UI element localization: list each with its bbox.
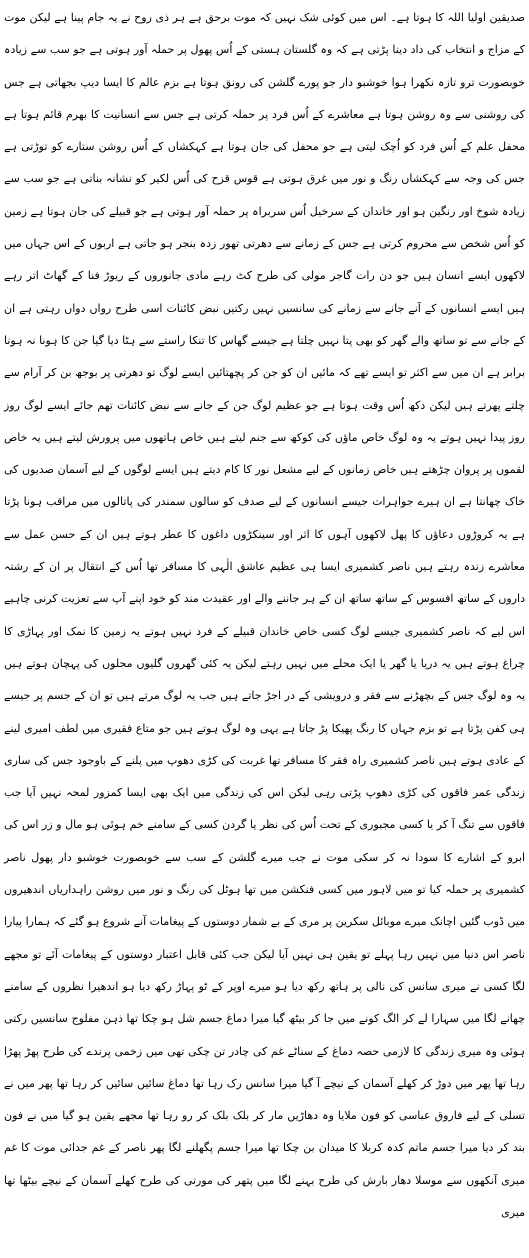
article-body-text: صدیقین اولیا اللہ کا ہوتا ہے۔ اس میں کوئی شک نہیں کہ موت برحق ہے ہر ذی روح نے یہ جام پینا ہے لیکن موت کے مزاج و انتخاب کی داد دینا پڑتی ہے کہ وہ گلستان ہستی کے اُس پھول پر حملہ آور ہوتی ہے جو سب سے زیادہ خوبصورت ترو تازہ نکھرا ہوا خوشبو دار جو پورے گلشن کی رونق ہوتا ہے بزم عالم کا ایسا دیپ بجھاتی ہے جس کی روشنی سے وہ روشن ہوتا ہے معاشرے کے اُس فرد پر حملہ کرتی ہے جس سے انسانیت کا بھرم قائم ہوتا ہے محفل علم کے اُس فرد کو اُچک لیتی ہے جو محفل کی جان ہوتا ہے کہکشاں کے اُس روشن ستارے کو توڑتی ہے جس کی وجہ سے کہکشاں رنگ و نور میں غرق ہوتی ہے قوس قزح کی اُس لکیر کو نشانہ بناتی ہے جو سب سے زیادہ شوخ اور رنگین ہو اور خاندان کے سرخیل اُس سربراہ پر حملہ آور ہوتی ہے جو قبیلے کی جان ہوتا ہے زمین کو اُس شخص سے محروم کرتی ہے جس کے زمانے سے دھرتی تھور زدہ بنجر ہو جاتی ہے اربوں کے اس جہاں میں لاکھوں ایسے انسان ہیں جو دن رات گاجر مولی کی طرح کٹ رہے مادی جانوروں کے ریوڑ فنا کے گھاٹ اتر رہے ہیں ایسے انسانوں کے آنے جانے سے زمانے کی سانسیں نہیں رکتیں نبض کائنات اسی طرح رواں دواں رہتی ہے ان کے جانے سے تو ساتھ والے گھر کو بھی پتا نہیں چلتا ہے جیسے گھاس کا تنکا راستے سے ہٹا دیا گیا جن کا ہونا نہ ہونا برابر ہے ان میں سے اکثر تو ایسے تھے کہ مائیں ان کو جن کر پچھتائیں ایسے لوگ تو دھرتی پر بوجھ بن کر آرام سے چلتے پھرتے ہیں لیکن دکھ اُس وقت ہوتا ہے جو عظیم لوگ جن کے جانے سے نبض کائنات تھم جائے ایسے لوگ روز روز پیدا نہیں ہوتے یہ وہ لوگ خاص ماؤں کی کوکھ سے جنم لیتے ہیں خاص ہاتھوں میں پرورش لیتے ہیں یہ خاص لقموں پر پروان چڑھتے ہیں خاص زمانوں کے لیے مشعل نور کا کام دیتے ہیں ایسے لوگوں کے لیے آسمان صدیوں کی خاک چھانتا ہے ان ہیرے جواہرات جیسے انسانوں کے لیے صدف کو سالوں سمندر کی پاتالوں میں مراقب ہونا پڑتا ہے یہ کروڑوں دعاؤں کا پھل لاکھوں آہوں کا اثر اور سینکڑوں داغوں کا عطر ہوتے ہیں ان کے حسن عمل سے معاشرے زندہ رہتے ہیں ناصر کشمیری ایسا ہی عظیم عاشق الٰہی کا مسافر تھا اُس کے انتقال پر ان کے رشتہ داروں کے ساتھ افسوس کے ساتھ ساتھ ان کے ہر جاننے والے اور عقیدت مند کو خود اپنے آپ سے تعزیت کرنی چاہیے اس لیے کہ ناصر کشمیری جیسے لوگ کسی خاص خاندان قبیلے کے فرد نہیں ہوتے یہ زمین کا نمک اور پہاڑی کا چراغ ہوتے ہیں یہ دریا یا گھر یا ایک محلے میں نہیں رہتے لیکن یہ کئی گھروں گلیوں محلوں کی پہچان ہوتے ہیں یہ وہ لوگ جس کے بچھڑنے سے فقر و درویشی کے در اجڑ جاتے ہیں جب یہ لوگ مرتے ہیں تو ان کے جسم پر جیسے ہی کفن پڑتا ہے تو بزم جہاں کا رنگ پھیکا پڑ جاتا ہے یہی وہ لوگ ہوتے ہیں جو متاع فقیری میں لطف امیری لینے کے عادی ہوتے ہیں ناصر کشمیری راہ فقر کا مسافر تھا غربت کی کڑی دھوپ میں پلنے کے باوجود جس کی ساری زندگی عمر فاقوں کی کڑی دھوپ پڑتی رہی لیکن اس کی زندگی میں ایک بھی ایسا کمزور لمحہ نہیں آیا جب فاقوں سے تنگ آ کر یا کسی مجبوری کے تحت اُس کی نظر یا گردن کسی کے سامنے خم ہوئی ہو مال و زر اس کی ابرو کے اشارے کا سودا نہ کر سکی موت نے جب میرے گلشن کے سب سے خوبصورت خوشبو دار پھول ناصر کشمیری پر حملہ کیا تو میں لاہور میں کسی فنکشن میں تھا ہوٹل کی رنگ و نور میں روشن راہداریاں اندھیروں میں ڈوب گئیں اچانک میرے موبائل سکرین پر مری کے بے شمار دوستوں کے پیغامات آنے شروع ہو گئے کہ ہمارا پیارا ناصر اس دنیا میں نہیں رہا پہلے تو یقین ہی نہیں آیا لیکن جب کئی قابل اعتبار دوستوں کے پیغامات آئے تو مجھے لگا کسی نے میری سانس کی نالی پر ہاتھ رکھ دیا ہو میرے اوپر کے ٹو پہاڑ رکھ دیا ہو اندھیرا نظروں کے سامنے چھانے لگا میں سہارا لے کر الگ کونے میں جا کر بیٹھ گیا میرا دماغ جسم شل ہو چکا تھا ذہن مفلوج سانسیں رکتی ہوئی وہ میری زندگی کا لازمی حصہ دماغ کے سناٹے غم کی چادر تن چکی تھی میں زخمی پرندے کی طرح پھڑ پھڑا رہا تھا پھر میں دوڑ کر کھلے آسمان کے نیچے آ گیا میرا سانس رک رہا تھا دماغ سائیں سائیں کر رہا تھا پھر میں نے تسلی کے لیے فاروق عباسی کو فون ملایا وہ دھاڑیں مار کر بلک بلک کر رو رہا تھا مجھے یقین ہو گیا میں نے فون بند کر دیا میرا جسم ماتم کدہ کربلا کا میدان بن چکا تھا میرا جسم پگھلنے لگا پھر ناصر کے غم جدائی موت کا غم میری آنکھوں سے موسلا دھار بارش کی طرح بہنے لگا میں پتھر کی مورتی کی طرح کھلے آسمان کے نیچے بیٹھا تھا میری	[4, 11, 525, 1219]
